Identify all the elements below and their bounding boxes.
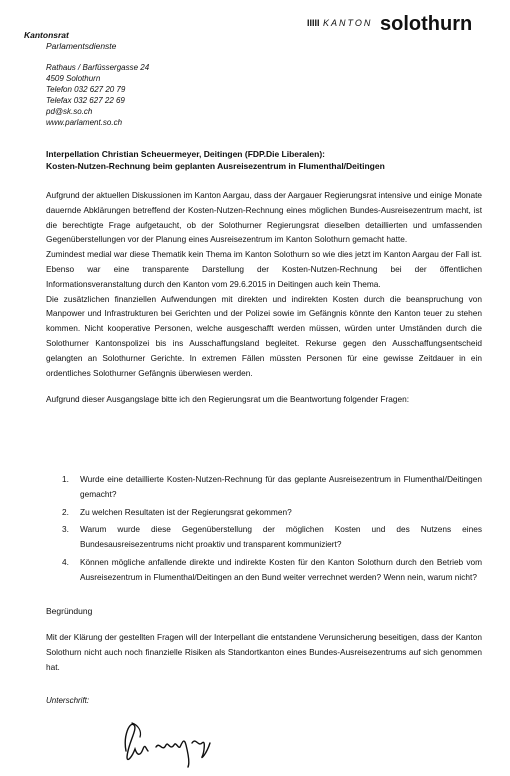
question-list [62, 472, 482, 585]
address-fax: Telefax 032 627 22 69 [46, 96, 125, 105]
question-number: 1. [62, 474, 69, 484]
sender-dept: Parlamentsdienste [46, 41, 117, 51]
sender-address [46, 62, 284, 128]
question-text: Zu welchen Resultaten ist der Regierungsrat gekommen? [80, 506, 292, 517]
question-text: Können mögliche anfallende direkte und indirekte Kosten für den Kanton Solothurn durch den Betrieb vom Ausreisezentrum in Flumenthal/Deitingen an den Bund weiter verrechnet werden? Wenn nein, warum nicht? [80, 556, 482, 582]
question-number: 2. [62, 506, 69, 517]
paragraph-3: Die zusätzlichen finanziellen Aufwendungen mit direkten und indirekten Kosten durch die beanspruchung von Manpower und Infrastrukturen bei Gerichten und der Polizei sowie im Gefängnis könnte den Kanton teuer zu stehen kommen. Nicht kooperative Personen, welche ausgeschafft werden müssen, würden unter Umständen durch die Solothurner Kantonspolizei bis ins Ausschaffungsland begleitet. Rekurse gegen den Ausschaffungsentscheid gelangten an Solothurner Gerichte. In extremen Fällen müssten Personen für eine gewisse Zeitdauer in ein ordentliches Solothurner Gefängnis überwiesen werden. [46, 293, 482, 378]
signature-label: Unterschrift: [46, 696, 90, 705]
paragraph-2: Zumindest medial war diese Thematik kein Thema im Kanton Solothurn so wie dies jetzt im Kanton Aargau der Fall ist. Ebenso war eine transparente Darstellung der Kosten-Nutzen-Rechnung bei der öffentlichen Informationsveranstaltung durch den Kanton vom 29.6.2015 in Deitingen auch kein Thema. [46, 249, 482, 289]
begruendung-text: Mit der Klärung der gestellten Fragen will der Interpellant die entstandene Verunsicherung beseitigen, dass der Kanton Solothurn nicht auch noch finanzielle Risiken als Standortkanton eines Bundes-Ausreisezentrums auf sich genommen hat. [46, 632, 482, 672]
paragraph-1: Aufgrund der aktuellen Diskussionen im Kanton Aargau, dass der Aargauer Regierungsrat intensive und einige Monate dauernde Abklärungen betreffend der Kosten-Nutzen-Rechnung eines möglichen Bundes-Ausreisezentrum macht, ist die berechtigte Frage aufgetaucht, ob der Solothurner Regierungsrat dieselben detaillierten und umfassenden Gegenüberstellungen vor der Planung eines Ausreisezentrum im Kanton Solothurn gemacht hatte. [46, 190, 482, 245]
question-text: Warum wurde diese Gegenüberstellung der möglichen Kosten und des Nutzens eines Bundesausreisezentrums nicht proaktiv und transparent kommuniziert? [80, 524, 482, 550]
question-item [62, 505, 482, 520]
logo-kanton-text: KANTON [323, 18, 373, 28]
question-number: 3. [62, 524, 69, 535]
question-item [62, 555, 482, 585]
address-website[interactable]: www.parlament.so.ch [46, 118, 123, 127]
address-phone: Telefon 032 627 20 79 [46, 85, 126, 94]
document-body [46, 188, 482, 407]
kanton-solothurn-logo [307, 14, 497, 42]
question-item [62, 472, 482, 502]
address-street: Rathaus / Barfüssergasse 24 [46, 63, 150, 72]
sender-block [24, 30, 284, 128]
handwritten-signature [118, 713, 228, 768]
question-number: 4. [62, 556, 69, 567]
sender-org: Kantonsrat [24, 30, 69, 40]
title-line-2: Kosten-Nutzen-Rechnung beim geplanten Ausreisezentrum in Flumenthal/Deitingen [46, 161, 385, 171]
begruendung-heading: Begründung [46, 606, 93, 616]
question-item [62, 522, 482, 552]
logo-bars: IIIII [307, 18, 320, 28]
logo-solothurn-text: solothurn [380, 13, 473, 35]
address-email[interactable]: pd@sk.so.ch [46, 107, 93, 116]
title-line-1: Interpellation Christian Scheuermeyer, Deitingen (FDP.Die Liberalen): [46, 149, 325, 159]
paragraph-4: Aufgrund dieser Ausgangslage bitte ich den Regierungsrat um die Beantwortung folgender Fragen: [46, 394, 409, 405]
address-city: 4509 Solothurn [46, 74, 101, 83]
document-title [46, 148, 486, 172]
question-text: Wurde eine detaillierte Kosten-Nutzen-Rechnung für das geplante Ausreisezentrum in Flumenthal/Deitingen gemacht? [80, 474, 482, 499]
